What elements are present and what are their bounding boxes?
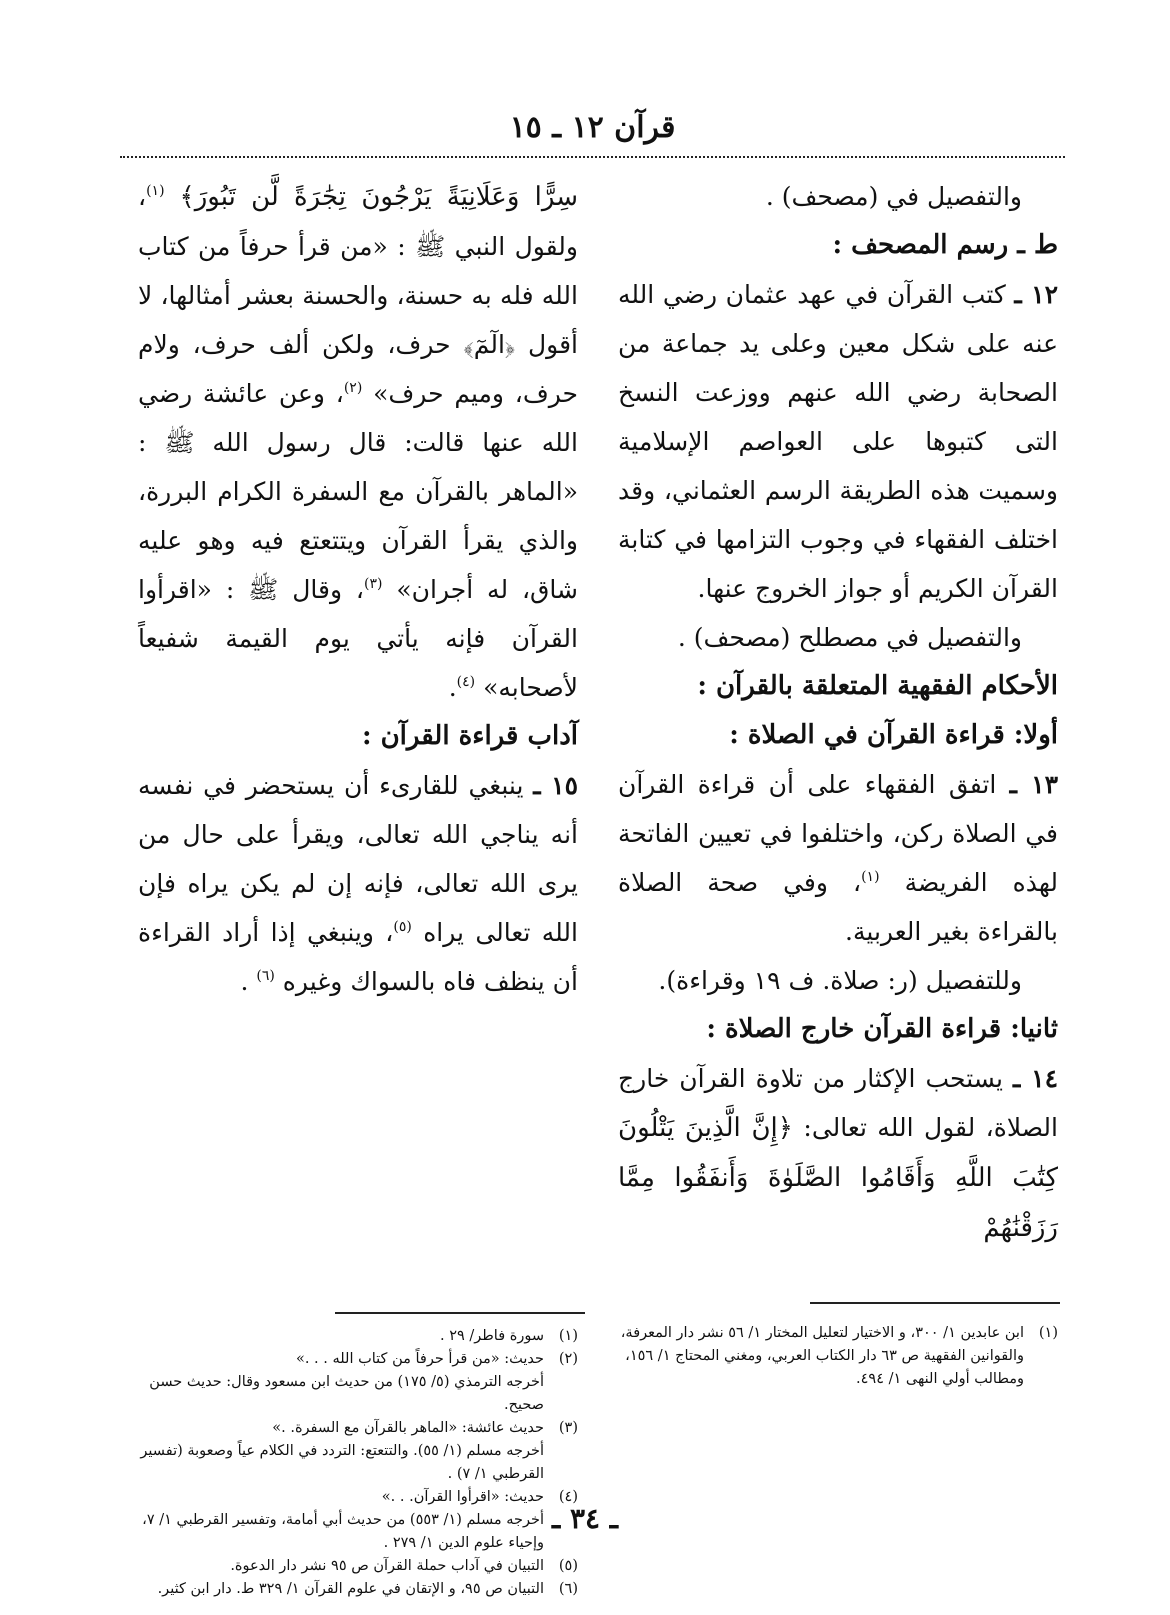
running-head: قرآن ١٢ ـ ١٥ [509,110,676,145]
footnote-ref: (١) [146,183,165,199]
footnote-text: حديث عائشة: «الماهر بالقرآن مع السفرة. .» [272,1420,544,1436]
footnote [618,1322,1058,1391]
footnote [138,1325,578,1348]
paragraph-text: ينبغي للقارىء أن يستحضر في نفسه أنه يناجي الله تعالى، ويقرأ على حال من يرى الله تعالى، فإنه إن لم يكن يراه فإن الله تعالى يراه [138,771,578,947]
footnote [138,1555,578,1578]
heading-mushaf-script: ط ـ رسم المصحف : [832,230,1058,260]
footnote-text: التبيان ص ٩٥، و الإتقان في علوم القرآن ١/ ٣٢٩ ط. دار ابن كثير. [157,1581,544,1597]
paragraph-text: . [240,967,249,996]
paragraph-text: ، وينبغي إذا أراد القراءة أن ينظف فاه بالسواك وغيره [138,918,578,996]
paragraph-verse-continuation [138,172,578,712]
footnote-ref: (٣) [364,576,383,592]
paragraph-number: ١٤ ـ [1013,1064,1059,1093]
heading-fiqh-rulings: الأحكام الفقهية المتعلقة بالقرآن : [697,671,1058,701]
paragraph-13 [618,760,1058,956]
footnote-ref: (١) [861,869,880,885]
paragraph-15 [138,761,578,1006]
paragraph-number: ١٢ ـ [1014,280,1059,309]
footnote-rule-left [335,1312,585,1314]
heading-recitation-in-prayer: أولا: قراءة القرآن في الصلاة : [729,720,1058,750]
quran-verse: ﴿إِنَّ الَّذِينَ يَتْلُونَ كِتَٰبَ اللَّهِ وَأَقَامُوا الصَّلَوٰةَ وَأَنفَقُوا مِمَّا رَزَقْنَٰهُمْ [618,1113,1058,1243]
paragraph-mushaf-term: والتفصيل في مصطلح (مصحف) . [677,623,1022,652]
footnote-text: التبيان في آداب حملة القرآن ص ٩٥ نشر دار الدعوة. [230,1558,544,1574]
footnote-text: حديث: «من قرأ حرفاً من كتاب الله . . .» [295,1351,544,1367]
footnote [138,1578,578,1601]
paragraph-text: . [448,673,457,702]
paragraph-text: كتب القرآن في عهد عثمان رضي الله عنه على شكل معين وعلى يد جماعة من الصحابة رضي الله عنهم ووزعت النسخ التى كتبوها على العواصم الإسلامية وسميت هذه الطريقة الرسم العثماني، وقد اختلف الفقهاء في وجوب التزامها في كتابة القرآن الكريم أو جواز الخروج عنها. [618,280,1058,603]
page-number: ـ ٣٤ ـ [552,1502,618,1535]
footnote-ref: (٥) [393,919,412,935]
footnote-ref: (٤) [456,674,476,690]
left-column [138,172,578,1006]
footnote-ref: (٢) [343,380,363,396]
paragraph-text: اتفق الفقهاء على أن قراءة القرآن في الصلاة ركن، واختلفوا في تعيين الفاتحة لهذه الفريضة [618,770,1058,897]
footnote-rule-right [810,1302,1060,1304]
footnote-number: (٣) [558,1420,578,1436]
quran-verse: سِرًّا وَعَلَانِيَةً يَرْجُونَ تِجَٰرَةً لَّن تَبُورَ﴾ [179,182,578,212]
footnote [138,1417,578,1440]
paragraph-number: ١٥ ـ [533,771,578,800]
paragraph-text: يستحب الإكثار من تلاوة القرآن خارج الصلاة، لقول الله تعالى: [618,1064,1058,1142]
footnote-continuation: أخرجه مسلم (١/ ٥٥٣) من حديث أبي أمامة، وتفسير القرطبي ١/ ٧، وإحياء علوم الدين ١/ ٢٧٩ . [142,1512,544,1551]
footnote-number: (٤) [558,1489,578,1505]
paragraph-text: ، ولقول النبي ﷺ : «من قرأ حرفاً من كتاب الله فله به حسنة، والحسنة بعشر أمثالها، لا أقول ﴿الٓمٓ﴾ حرف، ولكن ألف حرف، ولام حرف، وميم حرف» [138,182,579,408]
heading-recitation-outside-prayer: ثانيا: قراءة القرآن خارج الصلاة : [706,1014,1058,1044]
header-dotted-rule [120,156,1065,158]
paragraph-mushaf-ref: والتفصيل في (مصحف) . [765,182,1022,211]
paragraph-number: ١٣ ـ [1009,770,1058,799]
footnotes-left [138,1325,578,1601]
footnote-continuation: أخرجه الترمذي (٥/ ١٧٥) من حديث ابن مسعود وقال: حديث حسن صحيح. [149,1374,544,1413]
heading-etiquette: آداب قراءة القرآن : [361,721,578,751]
right-column [618,172,1058,1253]
footnote-text: سورة فاطر/ ٢٩ . [439,1328,544,1344]
footnote-number: (٦) [558,1581,578,1597]
paragraph-14 [618,1054,1058,1253]
footnote-number: (٥) [558,1558,578,1574]
footnote-number: (١) [558,1328,578,1344]
footnote [138,1348,578,1371]
footnote-text: حديث: «اقرأوا القرآن. . .» [381,1489,544,1505]
footnote-continuation: أخرجه مسلم (١/ ٥٥). والتتعتع: التردد في الكلام عياً وصعوبة (تفسير القرطبي ١/ ٧) . [140,1443,544,1482]
footnote-number: (٢) [558,1351,578,1367]
paragraph-text: ، وقال ﷺ : «اقرأوا القرآن فإنه يأتي يوم القيمة شفيعاً لأصحابه» [138,575,578,702]
paragraph-12 [618,270,1058,613]
footnote-ref: (٦) [256,968,275,984]
paragraph-text: ، وعن عائشة رضي الله عنها قالت: قال رسول الله ﷺ : «الماهر بالقرآن مع السفرة الكرام البررة، والذي يقرأ القرآن ويتتعتع فيه وهو عليه شاق، له أجران» [138,379,578,604]
footnotes-right [618,1322,1058,1391]
paragraph-see-also: وللتفصيل (ر: صلاة. ف ١٩ وقراءة). [658,966,1022,995]
paragraph-text: ، وفي صحة الصلاة بالقراءة بغير العربية. [618,868,1058,946]
footnote-text: ابن عابدين ١/ ٣٠٠، و الاختيار لتعليل المختار ١/ ٥٦ نشر دار المعرفة، والقوانين الفقهية ص ٦٣ دار الكتاب العربي، ومغني المحتاج ١/ ١٥٦، ومطالب أولي النهى ١/ ٤٩٤. [620,1325,1024,1387]
footnote-number: (١) [1038,1325,1058,1341]
